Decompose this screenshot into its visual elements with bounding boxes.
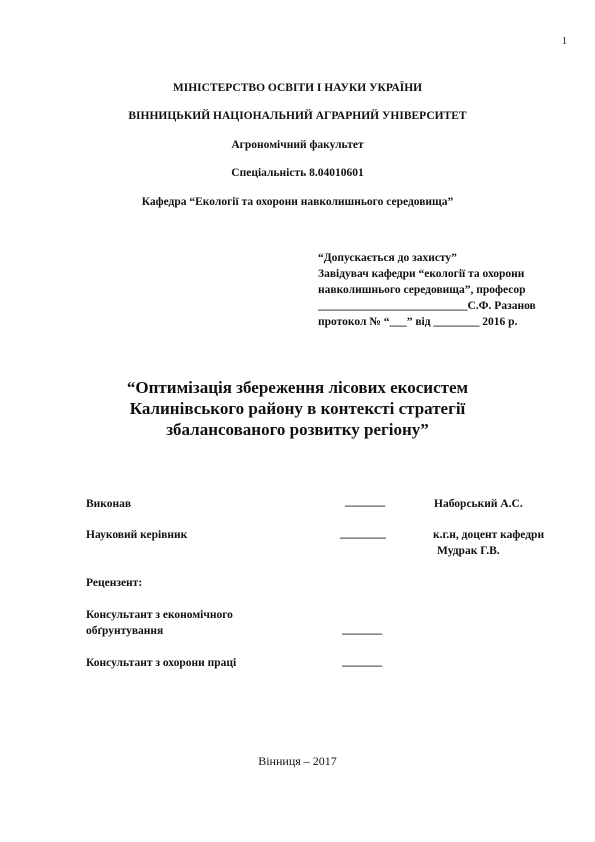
- reviewer-label: Рецензент:: [86, 577, 143, 589]
- performer-label: Виконав: [86, 498, 132, 510]
- department-heading: Кафедра “Екології та охорони навколишнього середовища”: [141, 196, 454, 208]
- approval-line-1: “Допускається до захисту”: [318, 252, 457, 264]
- econ-consultant-signature-line: _______: [342, 624, 383, 636]
- supervisor-title: к.г.н, доцент кафедри: [433, 529, 545, 541]
- labor-consultant-signature-line: _______: [342, 656, 383, 668]
- approval-line-4: __________________________С.Ф. Разанов: [318, 300, 536, 312]
- faculty-heading: Агрономічний факультет: [231, 139, 364, 151]
- approval-line-2: Завідувач кафедри “екології та охорони: [318, 268, 525, 280]
- supervisor-signature-line: ________: [340, 528, 386, 540]
- supervisor-label: Науковий керівник: [86, 529, 188, 541]
- labor-consultant-label: Консультант з охорони праці: [86, 657, 237, 669]
- page-number: 1: [562, 36, 567, 47]
- university-heading: ВІННИЦЬКИЙ НАЦІОНАЛЬНИЙ АГРАРНИЙ УНІВЕРСИТЕТ: [128, 110, 467, 122]
- econ-consultant-label-1: Консультант з економічного: [86, 609, 233, 621]
- approval-line-5: протокол № “___” від ________ 2016 р.: [318, 316, 518, 328]
- approval-line-3: навколишнього середовища”, професор: [318, 284, 526, 296]
- performer-name: Наборський А.С.: [434, 498, 523, 510]
- city-year-footer: Вінниця – 2017: [258, 754, 337, 768]
- thesis-title-line-3: збалансованого розвитку регіону”: [166, 420, 429, 439]
- thesis-title-line-2: Калинівського району в контексті стратегії: [129, 399, 466, 418]
- econ-consultant-label-2: обґрунтування: [86, 625, 164, 637]
- thesis-title-line-1: “Оптимізація збереження лісових екосистем: [126, 378, 469, 397]
- ministry-heading: МІНІСТЕРСТВО ОСВІТИ І НАУКИ УКРАЇНИ: [172, 82, 423, 94]
- specialty-heading: Спеціальність 8.04010601: [231, 167, 364, 179]
- performer-signature-line: _______: [345, 496, 386, 508]
- supervisor-name: Мудрак Г.В.: [437, 545, 500, 557]
